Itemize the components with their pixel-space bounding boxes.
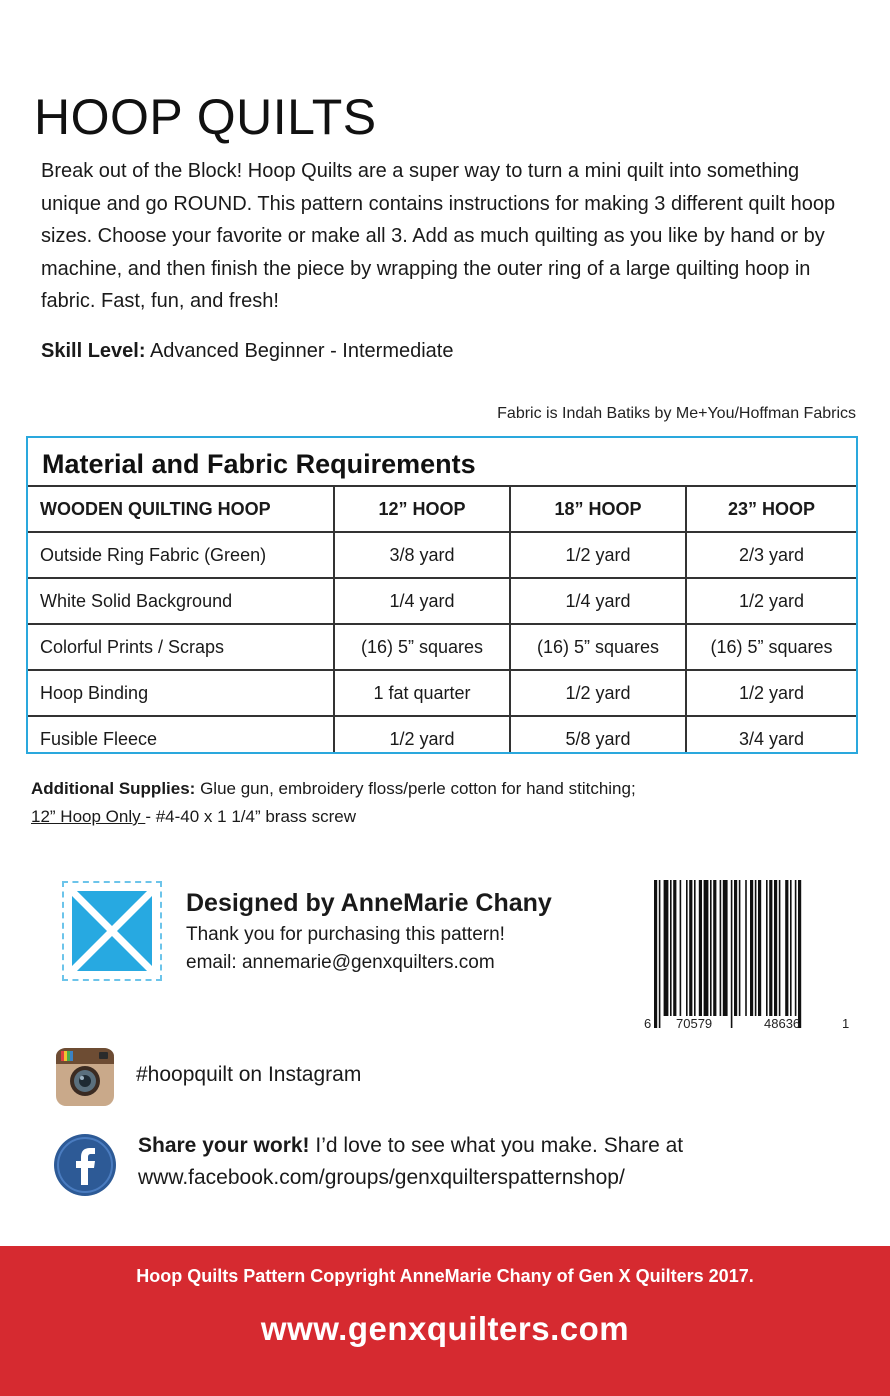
supplies-text: Glue gun, embroidery floss/perle cotton for hand stitching; (195, 779, 636, 798)
hoop-only-label: 12” Hoop Only (31, 807, 146, 826)
barcode-bar (795, 880, 797, 1016)
table-header-cell: 23” HOOP (686, 487, 856, 532)
page-title: HOOP QUILTS (34, 89, 377, 145)
share-text (138, 1130, 683, 1194)
table-cell: 1/2 yard (510, 532, 686, 578)
barcode-bar (664, 880, 669, 1016)
share-lead: Share your work! (138, 1134, 310, 1157)
barcode-digit: 48636 (764, 1016, 801, 1031)
barcode-bar (731, 880, 733, 1028)
barcode-bar (785, 880, 788, 1016)
barcode-bar (689, 880, 692, 1016)
table-cell: Fusible Fleece (28, 716, 334, 754)
skill-level-value: Advanced Beginner - Intermediate (145, 340, 454, 362)
table-row (28, 578, 856, 624)
table-cell: 3/4 yard (738, 728, 805, 749)
additional-supplies (31, 775, 851, 831)
barcode-bar (720, 880, 722, 1016)
facebook-group-link[interactable]: www.facebook.com/groups/genxquilterspatternshop/ (138, 1166, 625, 1189)
barcode-bar (750, 880, 753, 1016)
table-cell: Colorful Prints / Scraps (28, 624, 334, 670)
designer-info (186, 885, 552, 977)
barcode-bar (798, 880, 801, 1028)
supplies-label: Additional Supplies: (31, 779, 196, 798)
barcode-bar (779, 880, 781, 1016)
table-cell: White Solid Background (28, 578, 334, 624)
share-message: I’d love to see what you make. Share at (309, 1134, 684, 1157)
barcode-bar (766, 880, 768, 1016)
barcode-bar (704, 880, 709, 1016)
instagram-text: #hoopquilt on Instagram (136, 1063, 362, 1086)
thank-you-text: Thank you for purchasing this pattern! (186, 924, 505, 945)
table-cell: 5/8 yard (510, 716, 686, 754)
barcode-bar (734, 880, 737, 1016)
barcode-bar (670, 880, 672, 1016)
table-cell: 1/4 yard (334, 578, 510, 624)
facebook-icon[interactable] (53, 1133, 117, 1197)
table-cell: 2/3 yard (686, 532, 856, 578)
table-header-cell: 12” HOOP (334, 487, 510, 532)
barcode-bar (723, 880, 728, 1016)
barcode-bar (755, 880, 757, 1016)
barcode-bar (758, 880, 761, 1016)
barcode-bar (774, 880, 777, 1016)
instagram-icon[interactable] (55, 1047, 115, 1107)
barcode-icon (640, 876, 852, 1036)
barcode-bar (710, 880, 712, 1016)
table-cell: (16) 5” squares (334, 624, 510, 670)
copyright-text: Hoop Quilts Pattern Copyright AnneMarie Chany of Gen X Quilters 2017. (136, 1266, 754, 1286)
barcode-digit: 6 (644, 1016, 652, 1031)
skill-level (41, 337, 453, 365)
table-cell: 1/2 yard (686, 670, 856, 716)
table-cell: (16) 5” squares (686, 624, 856, 670)
x-quilt-logo-icon (62, 881, 162, 981)
footer-banner (0, 1246, 890, 1396)
barcode-bar (686, 880, 688, 1016)
barcode-bar (790, 880, 792, 1016)
table-cell: 1/4 yard (510, 578, 686, 624)
table-row (28, 716, 856, 754)
table-cell: 1 fat quarter (334, 670, 510, 716)
table-row (28, 670, 856, 716)
table-row (28, 624, 856, 670)
table-cell: 1/2 yard (334, 716, 510, 754)
designer-name: Designed by AnneMarie Chany (186, 889, 552, 917)
barcode-bar (654, 880, 657, 1028)
barcode-digit: 70579 (676, 1016, 713, 1031)
barcode-bar (713, 880, 716, 1016)
barcode-bar (699, 880, 702, 1016)
requirements-table (28, 487, 856, 754)
requirements-box (26, 436, 858, 754)
table-cell: Hoop Binding (28, 670, 334, 716)
barcode-digit: 1 (842, 1016, 850, 1031)
table-cell: 1/2 yard (510, 670, 686, 716)
fabric-credit: Fabric is Indah Batiks by Me+You/Hoffman Fabrics (497, 405, 856, 422)
table-header-cell: 18” HOOP (510, 487, 686, 532)
barcode-bar (659, 880, 661, 1028)
barcode-bar (769, 880, 772, 1016)
website-link[interactable]: www.genxquilters.com (260, 1310, 630, 1347)
hoop-only-text: - #4-40 x 1 1/4” brass screw (145, 807, 357, 826)
table-cell: (16) 5” squares (510, 624, 686, 670)
table-header-cell: WOODEN QUILTING HOOP (28, 487, 334, 532)
intro-paragraph: Break out of the Block! Hoop Quilts are a super way to turn a mini quilt into something unique and go ROUND. This pattern contains instructions for making 3 different quilt hoop sizes. Choose your favorite or make all 3. Add as much quilting as you like by hand or by machine, and then finish the piece by wrapping the outer ring of a large quilting hoop in fabric. Fast, fun, and fresh! (41, 160, 836, 312)
table-header-row (28, 487, 856, 532)
skill-level-label: Skill Level: (41, 340, 146, 362)
table-cell: 3/8 yard (334, 532, 510, 578)
table-cell: 1/2 yard (686, 578, 856, 624)
barcode-bar (745, 880, 747, 1016)
table-cell: Outside Ring Fabric (Green) (28, 532, 334, 578)
table-row (28, 532, 856, 578)
barcode-bar (694, 880, 696, 1016)
barcode-bar (680, 880, 682, 1016)
barcode-bar (673, 880, 676, 1016)
designer-email: email: annemarie@genxquilters.com (186, 952, 495, 973)
barcode-bar (739, 880, 741, 1016)
requirements-title: Material and Fabric Requirements (28, 438, 856, 487)
